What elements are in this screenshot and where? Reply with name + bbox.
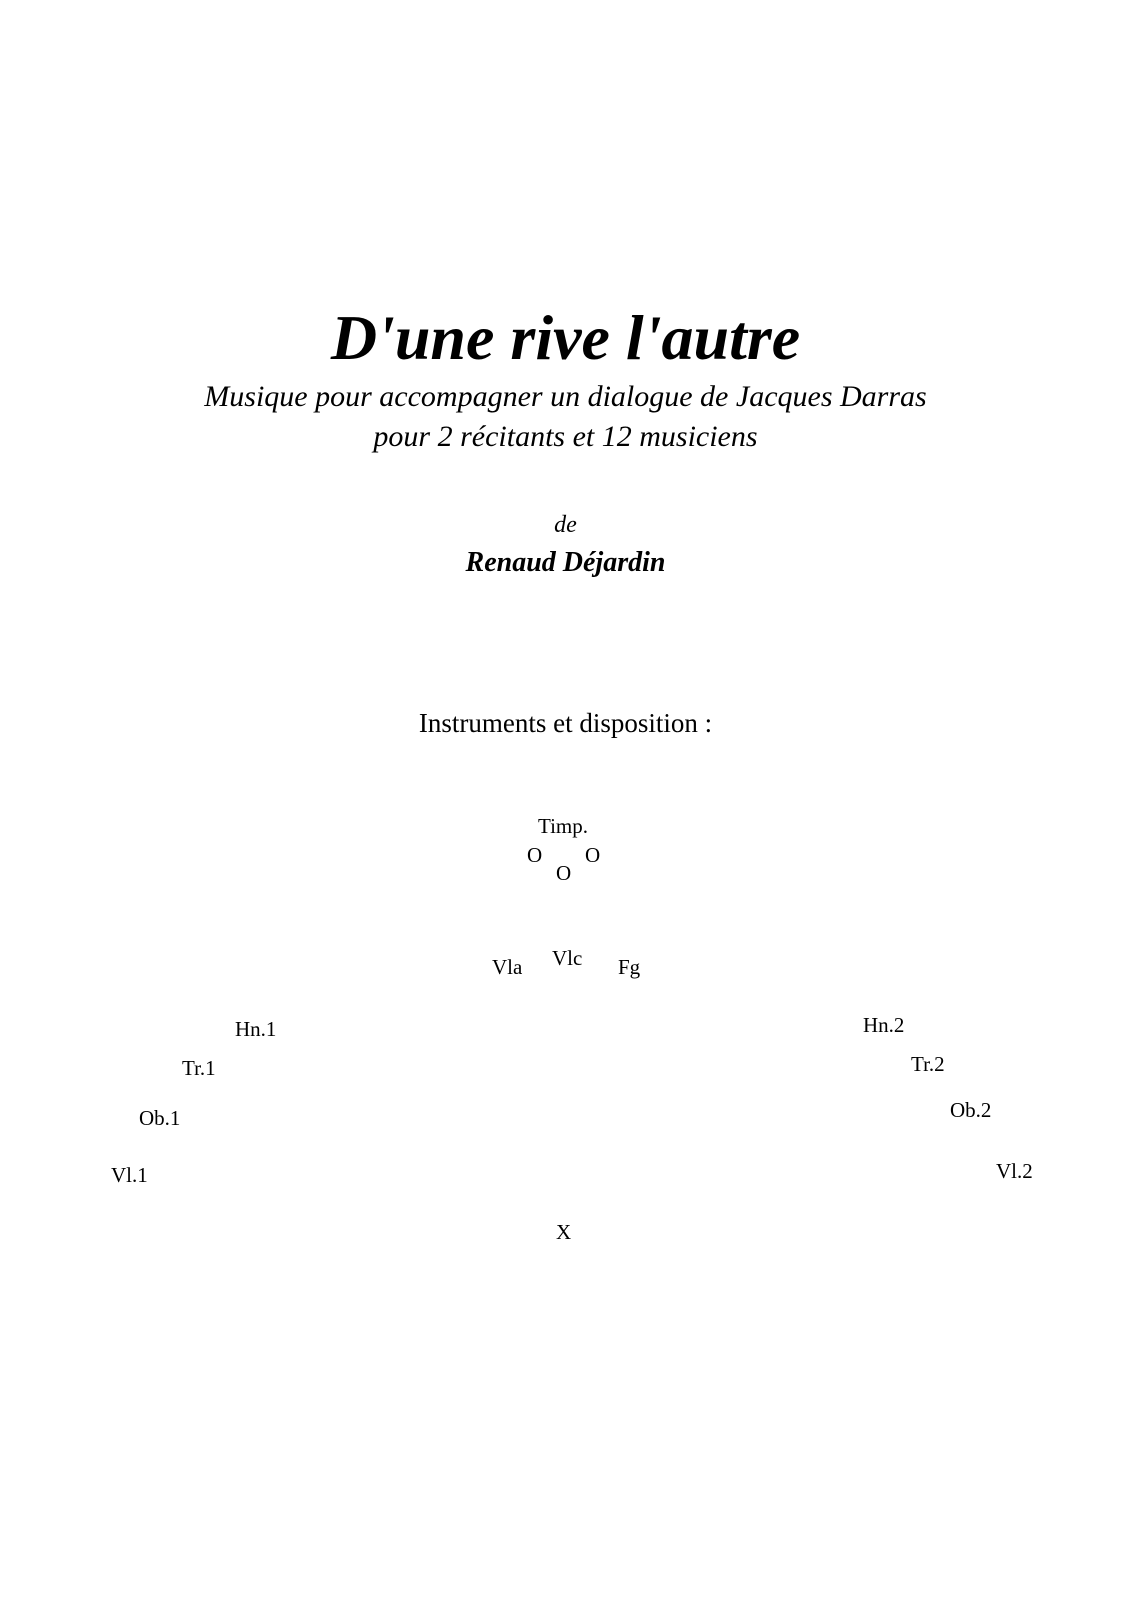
oboe-2-label: Ob.2 xyxy=(950,1098,992,1122)
trumpet-2-label: Tr.2 xyxy=(911,1052,945,1076)
timpani-drum-center: O xyxy=(556,861,572,885)
subtitle-line-2: pour 2 récitants et 12 musiciens xyxy=(373,420,758,453)
viola-label: Vla xyxy=(492,955,523,979)
horn-1-label: Hn.1 xyxy=(235,1017,277,1041)
by-label: de xyxy=(554,512,577,538)
page-title: D'une rive l'autre xyxy=(330,302,801,373)
bassoon-label: Fg xyxy=(618,955,641,979)
violin-1-label: Vl.1 xyxy=(111,1163,148,1187)
subtitle-line-1: Musique pour accompagner un dialogue de Jacques Darras xyxy=(204,380,927,413)
instruments-heading: Instruments et disposition : xyxy=(418,708,713,738)
cello-label: Vlc xyxy=(552,946,583,970)
trumpet-1-label: Tr.1 xyxy=(182,1056,216,1080)
oboe-1-label: Ob.1 xyxy=(139,1106,181,1130)
violin-2-label: Vl.2 xyxy=(996,1159,1033,1183)
timpani-drum-left: O xyxy=(527,843,543,867)
timpani-drum-right: O xyxy=(585,843,601,867)
timpani-label: Timp. xyxy=(538,814,589,838)
composer-name: Renaud Déjardin xyxy=(465,547,666,578)
conductor-mark: X xyxy=(556,1220,572,1244)
horn-2-label: Hn.2 xyxy=(863,1013,905,1037)
